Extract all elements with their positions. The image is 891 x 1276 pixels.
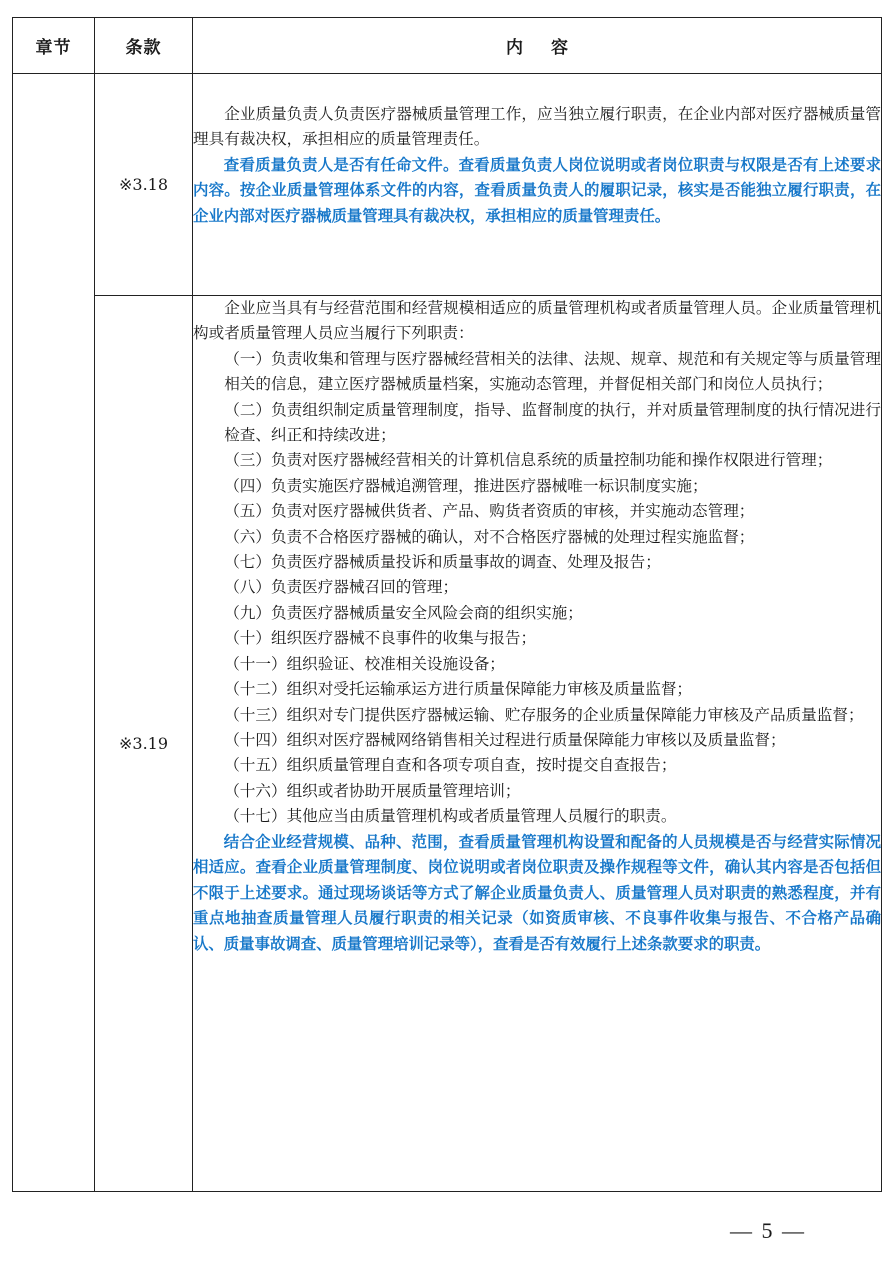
table-header-row	[13, 18, 882, 74]
list-item: （十五）组织质量管理自查和各项专项自查，按时提交自查报告；	[224, 756, 677, 775]
table-row	[13, 296, 882, 1192]
list-item: （十三）组织对专门提供医疗器械运输、贮存服务的企业质量保障能力审核及产品质量监督；	[224, 705, 864, 724]
list-item: （十四）组织对医疗器械网络销售相关过程进行质量保障能力审核以及质量监督；	[224, 730, 786, 749]
clause-number: ※3.18	[95, 74, 193, 296]
inspection-method-text: 查看质量负责人是否有任命文件。查看质量负责人岗位说明或者岗位职责与权限是否有上述要求内容。按企业质量管理体系文件的内容，查看质量负责人的履职记录，核实是否能独立履行职责，在企业内部对医疗器械质量管理具有裁决权，承担相应的质量管理责任。	[193, 155, 881, 225]
header-clause: 条款	[95, 18, 193, 74]
list-item: （八）负责医疗器械召回的管理；	[224, 578, 459, 597]
list-item: （十七）其他应当由质量管理机构或者质量管理人员履行的职责。	[224, 807, 677, 826]
header-content-char2: 容	[551, 38, 568, 58]
page-number: — 5 —	[730, 1218, 806, 1243]
header-content	[193, 18, 882, 74]
duty-list	[193, 347, 881, 830]
list-item: （十一）组织验证、校准相关设施设备；	[224, 654, 505, 673]
list-item: （一）负责收集和管理与医疗器械经营相关的法律、法规、规章、规范和有关规定等与质量管理相关的信息，建立医疗器械质量档案，实施动态管理，并督促相关部门和岗位人员执行；	[224, 349, 881, 394]
header-chapter: 章节	[13, 18, 95, 74]
list-item: （四）负责实施医疗器械追溯管理，推进医疗器械唯一标识制度实施；	[224, 476, 708, 495]
list-item: （六）负责不合格医疗器械的确认，对不合格医疗器械的处理过程实施监督；	[224, 527, 755, 546]
content-cell	[193, 296, 882, 1192]
list-item: （七）负责医疗器械质量投诉和质量事故的调查、处理及报告；	[224, 553, 661, 572]
requirement-intro: 企业应当具有与经营范围和经营规模相适应的质量管理机构或者质量管理人员。企业质量管理机构或者质量管理人员应当履行下列职责：	[193, 299, 881, 343]
header-content-char1: 内	[506, 38, 523, 58]
regulation-table	[12, 17, 882, 1192]
list-item: （二）负责组织制定质量管理制度，指导、监督制度的执行，并对质量管理制度的执行情况进行检查、纠正和持续改进；	[224, 400, 881, 445]
list-item: （五）负责对医疗器械供货者、产品、购货者资质的审核，并实施动态管理；	[224, 502, 755, 521]
list-item: （九）负责医疗器械质量安全风险会商的组织实施；	[224, 603, 583, 622]
content-cell	[193, 74, 882, 296]
clause-number: ※3.19	[95, 296, 193, 1192]
list-item: （十）组织医疗器械不良事件的收集与报告；	[224, 629, 537, 648]
inspection-method-text: 结合企业经营规模、品种、范围，查看质量管理机构设置和配备的人员规模是否与经营实际情况相适应。查看企业质量管理制度、岗位说明或者岗位职责及操作规程等文件，确认其内容是否包括但不限于上述要求。通过现场谈话等方式了解企业质量负责人、质量管理人员对职责的熟悉程度，并有重点地抽查质量管理人员履行职责的相关记录（如资质审核、不良事件收集与报告、不合格产品确认、质量事故调查、质量管理培训记录等），查看是否有效履行上述条款要求的职责。	[193, 832, 881, 953]
list-item: （十二）组织对受托运输承运方进行质量保障能力审核及质量监督；	[224, 680, 693, 699]
requirement-text: 企业质量负责人负责医疗器械质量管理工作，应当独立履行职责，在企业内部对医疗器械质量管理具有裁决权，承担相应的质量管理责任。	[193, 105, 881, 149]
list-item: （十六）组织或者协助开展质量管理培训；	[224, 781, 521, 800]
table-row	[13, 74, 882, 296]
list-item: （三）负责对医疗器械经营相关的计算机信息系统的质量控制功能和操作权限进行管理；	[224, 451, 833, 470]
chapter-cell	[13, 74, 95, 1192]
